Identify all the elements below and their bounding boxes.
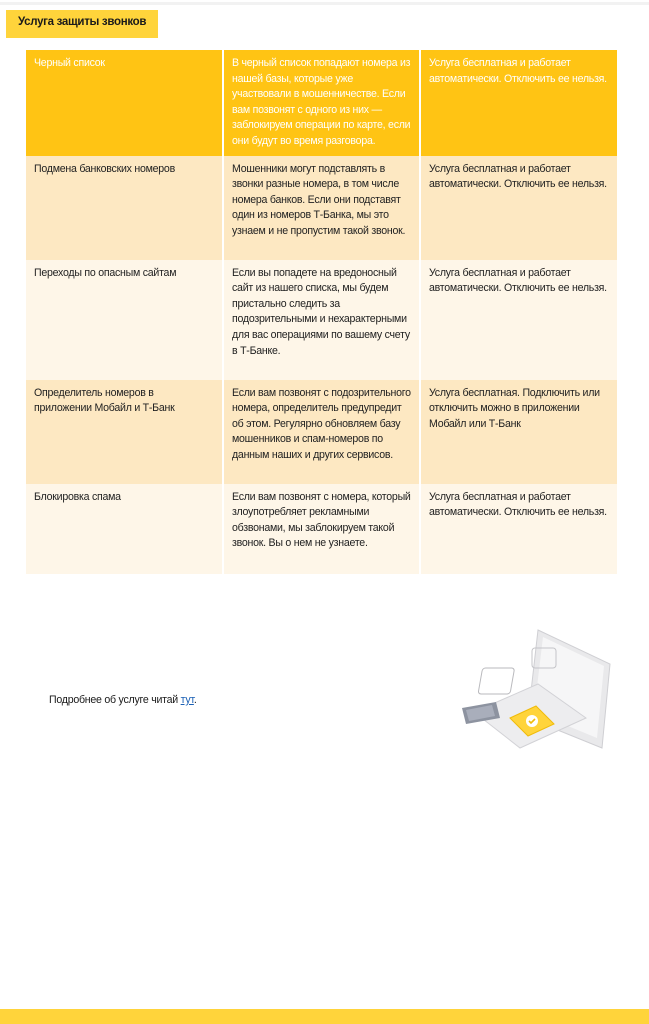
more-info-text: Подробнее об услуге читай (49, 694, 181, 706)
feature-cell: Переходы по опасным сайтам (25, 260, 223, 380)
more-info-suffix: . (193, 694, 197, 706)
wireframe-box-illustration (478, 668, 515, 694)
table-row (25, 50, 618, 156)
description-cell: Если вам позвонят с номера, который злоупотребляет рекламными обзвонами, мы заблокируем такой звонок. Вы о нем не узнаете. (223, 484, 420, 574)
table-row (25, 380, 618, 484)
description-cell: Если вы попадете на вредоносный сайт из нашего списка, мы будем пристально следить за подозрительными и нехарактерными для вас операциями по вашему счету в Т-Банке. (223, 260, 420, 380)
terms-cell: Услуга бесплатная и работает автоматически. Отключить ее нельзя. (420, 50, 618, 156)
laptop-shield-illustration (460, 626, 612, 752)
feature-cell: Блокировка спама (25, 484, 223, 574)
description-cell: В черный список попадают номера из нашей базы, которые уже участвовали в мошенничестве. Если вам позвонят с одного из них — заблокируем операции по карте, если они будут во время разговора. (223, 50, 420, 156)
more-info-note (49, 694, 197, 706)
terms-cell: Услуга бесплатная и работает автоматически. Отключить ее нельзя. (420, 260, 618, 380)
feature-cell: Определитель номеров в приложении Мобайл и Т-Банк (25, 380, 223, 484)
terms-cell: Услуга бесплатная. Подключить или отключить можно в приложении Мобайл или Т-Банк (420, 380, 618, 484)
page-title: Услуга защиты звонков (6, 10, 158, 38)
more-info-link[interactable]: тут (180, 694, 194, 706)
terms-cell: Услуга бесплатная и работает автоматически. Отключить ее нельзя. (420, 156, 618, 260)
bottom-accent-bar (0, 1009, 649, 1024)
terms-cell: Услуга бесплатная и работает автоматически. Отключить ее нельзя. (420, 484, 618, 574)
feature-cell: Подмена банковских номеров (25, 156, 223, 260)
description-cell: Мошенники могут подставлять в звонки разные номера, в том числе номера банков. Если они подставят один из номеров Т-Банка, мы это узнаем и не пропустим такой звонок. (223, 156, 420, 260)
table-row (25, 156, 618, 260)
top-divider (0, 2, 649, 5)
feature-cell: Черный список (25, 50, 223, 156)
services-table (24, 50, 619, 574)
description-cell: Если вам позвонят с подозрительного номера, определитель предупредит об этом. Регулярно обновляем базу мошенников и спам-номеров по данным наших и других сервисов. (223, 380, 420, 484)
table-row (25, 484, 618, 574)
table-row (25, 260, 618, 380)
